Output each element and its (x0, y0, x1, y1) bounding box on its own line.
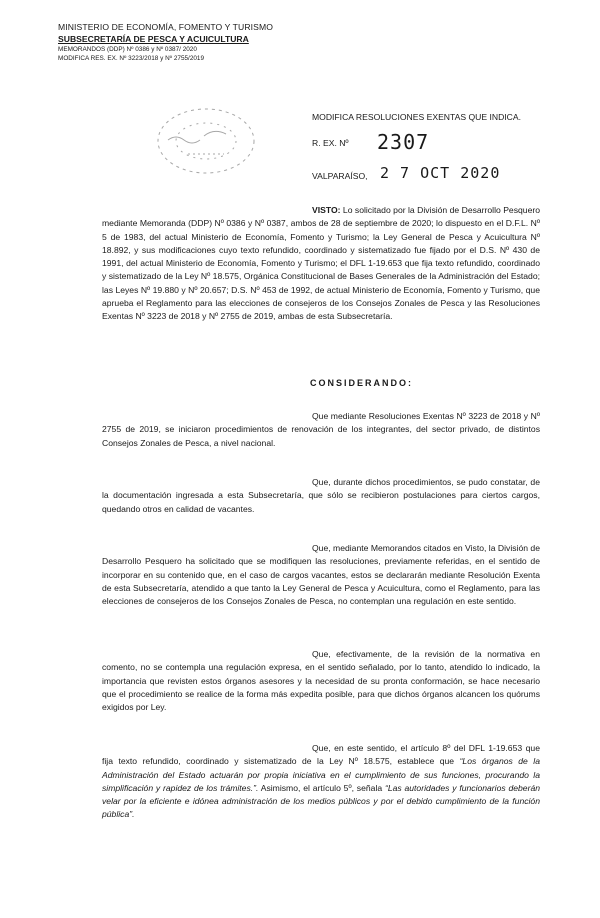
document-title: MODIFICA RESOLUCIONES EXENTAS QUE INDICA. (312, 112, 521, 122)
office-stamp (148, 96, 268, 181)
memo-reference: MEMORANDOS (DDP) Nº 0386 y Nº 0387/ 2020 (58, 46, 197, 53)
paragraph-5-intro: Que, en este sentido, el artículo 8º del DFL 1-19.653 que fija texto refundido, coordinado y sistematizado de la Ley Nº 18.575, establece que (102, 743, 540, 767)
paragraph-3: Que, mediante Memorandos citados en Visto, la División de Desarrollo Pesquero ha solicitado que se modifiquen las resoluciones, previamente referidas, en el sentido de incorporar en su contenido que, en el caso de cargos vacantes, estos se declararán mediante Resolución Exenta de esta Subsecretaría, atendido a que tanto la Ley General de Pesca y Acuicultura, como el Reglamento, para las elecciones de consejeros de los Consejos Zonales de Pesca, no contemplan una regulación en este sentido. (102, 543, 540, 607)
letterhead (58, 22, 273, 62)
paragraph-5 (102, 742, 540, 822)
quote-article-8: “Los órganos de la Administración del Estado actuarán por propia iniciativa en el cumplimiento de sus funciones, procurando la simplificación y rapidez de los trámites.”. (102, 756, 540, 793)
visto-paragraph (102, 204, 540, 324)
quote-article-5: “Las autoridades y funcionarios deberán velar por la eficiente e idónea administración de los medios públicos y por el debido cumplimiento de la función pública”. (102, 782, 541, 820)
resolution-number: 2307 (377, 130, 430, 154)
paragraph-5-link: Asimismo, el artículo 5º, señala (258, 782, 385, 793)
date-stamp: 2 7 OCT 2020 (380, 164, 501, 182)
resolution-label: R. EX. Nº (312, 138, 349, 148)
paragraph-2: Que, durante dichos procedimientos, se pudo constatar, de la documentación ingresada a esta Subsecretaría, que sólo se recibieron postulaciones para ciertos cargos, quedando otros en calidad de vacantes. (102, 477, 540, 514)
paragraph-1: Que mediante Resoluciones Exentas Nº 3223 de 2018 y Nº 2755 de 2019, se iniciaron procedimientos de renovación de los integrantes, del sector privado, de distintos Consejos Zonales de Pesca, a nivel nacional. (102, 411, 540, 448)
undersecretariat-name: SUBSECRETARÍA DE PESCA Y ACUICULTURA (58, 34, 249, 44)
modified-resolutions-reference: MODIFICA RES. EX. Nº 3223/2018 y Nº 2755/2019 (58, 55, 205, 62)
visto-label: VISTO: (312, 205, 341, 215)
paragraph-4: Que, efectivamente, de la revisión de la normativa en comento, no se contempla una regulación expresa, en el sentido señalado, por lo tanto, atendido lo indicado, la importancia que revisten estos órganos asesores y la necesidad de su pronta conformación, se hace necesario que el procedimiento se realice de la forma más expedita posible, para que dichos órganos alcancen los quórums exigidos por Ley. (102, 649, 540, 713)
considerando-heading: CONSIDERANDO: (310, 378, 414, 388)
city: VALPARAÍSO, (312, 171, 368, 181)
ministry-name: MINISTERIO DE ECONOMÍA, FOMENTO Y TURISMO (58, 22, 273, 32)
visto-text: Lo solicitado por la División de Desarrollo Pesquero mediante Memoranda (DDP) Nº 0386 y Nº 0387, ambos de 28 de septiembre de 2020; lo dispuesto en el D.F.L. Nº 5 de 1983, del actual Ministerio de Economía, Fomento y Turismo; la Ley General de Pesca y Acuicultura Nº 18.892, y sus modificaciones cuyo texto refundido, coordinado y sistematizado fue fijado por el D.S. Nº 430 de 1991, del actual Ministerio de Economía, Fomento y Turismo; el DFL 1-19.653 que fija texto refundido, coordinado y sistematizado de la Ley Nº 18.575, Orgánica Constitucional de Bases Generales de la Administración del Estado; las Leyes Nº 19.880 y Nº 20.657; D.S. Nº 453 de 1992, de actual Ministerio de Economía, Fomento y Turismo, que aprueba el Reglamento para las elecciones de consejeros de los Consejos Zonales de Pesca y las Resoluciones Exentas Nº 3223 de 2018 y Nº 2755 de 2019, ambas de esta Subsecretaría. (102, 205, 540, 322)
